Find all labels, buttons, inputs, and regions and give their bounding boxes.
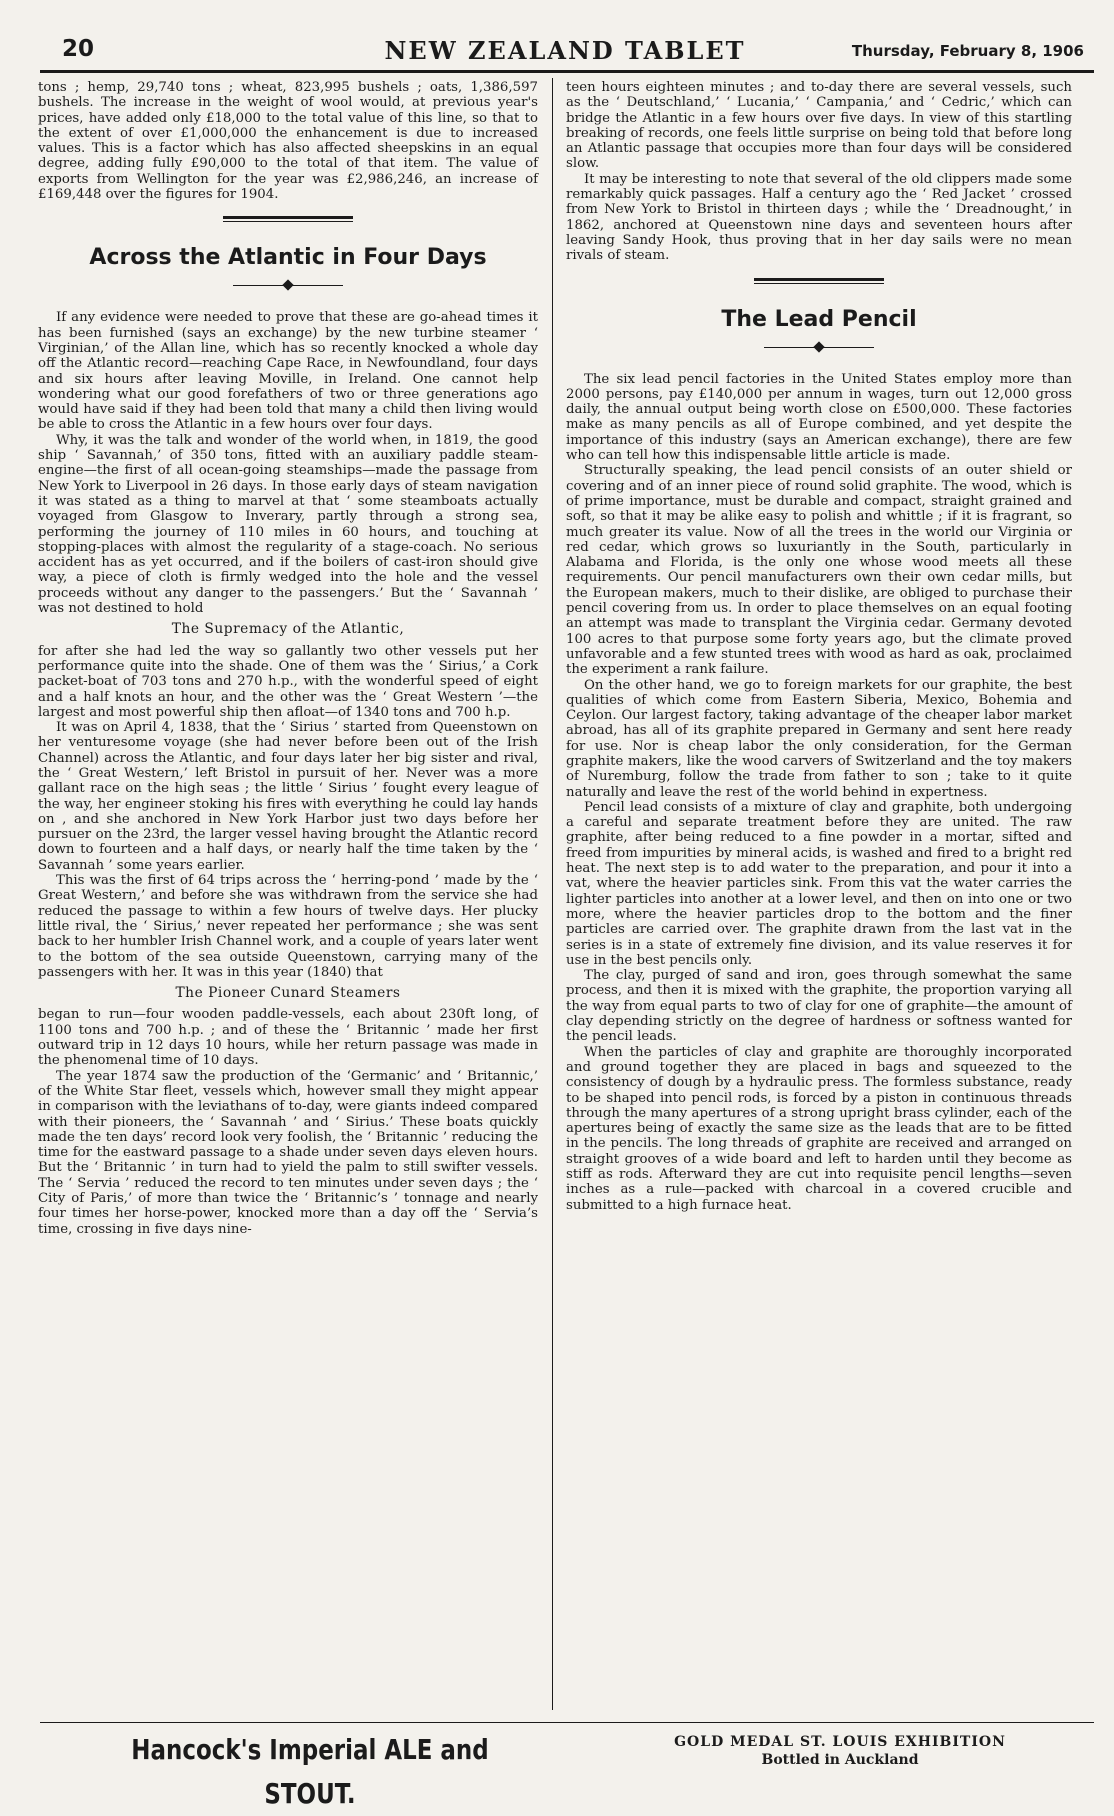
- article-paragraph: Pencil lead consists of a mixture of clay and graphite, both undergoing a careful and separate treatment before they are united. The raw graphite, after being reduced to a fine powder in a mortar, sifted and freed from impurities by mineral acids, is washed and fired to a bright red heat. The next step is to add water to the preparation, and pour it into a vat, where the heavier particles sink. From this vat the water carries the lighter particles into another at a lower level, and then on into one or two more, where the heavier particles drop to the bottom and the finer particles are carried over. The graphite drawn from the last vat in the series is in a state of extremely fine division, and its value reserves it for use in the best pencils only.: [566, 799, 1072, 968]
- section-rule: [223, 216, 353, 219]
- article-paragraph: for after she had led the way so gallantly two other vessels put her performance quite into the shade. One of them was the ‘ Sirius,’ a Cork packet-boat of 703 tons and 270 h.p., with the wonderful speed of eight and a half knots an hour, and the other was the ‘ Great Western ’—the largest and most powerful ship then afloat—of 1340 tons and 700 h.p.: [38, 643, 538, 720]
- article-paragraph: The year 1874 saw the production of the ‘Germanic’ and ‘ Britannic,’ of the White Star fleet, vessels which, however small they might appear in comparison with the leviathans of to-day, were giants indeed compared with their pioneers, the ‘ Savannah ’ and ‘ Sirius.’ These boats quickly made the ten days’ record look very foolish, the ‘ Britannic ’ reducing the time for the eastward passage to a shade under seven days eleven hours. But the ‘ Britannic ’ in turn had to yield the palm to still swifter vessels. The ‘ Servia ’ reduced the record to ten minutes under seven days ; the ‘ City of Paris,’ of more than twice the ‘ Britannic’s ’ tonnage and nearly four times her horse-power, knocked more than a day off the ‘ Servia’s time, crossing in five days nine-: [38, 1068, 538, 1237]
- section-rule-thin: [754, 283, 884, 284]
- subheading-cunard: The Pioneer Cunard Steamers: [175, 985, 401, 1002]
- right-column: [566, 80, 1072, 1213]
- article-paragraph: teen hours eighteen minutes ; and to-day there are several vessels, such as the ‘ Deutschland,’ ‘ Lucania,’ ‘ Campania,’ and ‘ Cedric,’ which can bridge the Atlantic in a few hours over five days. In view of this startling breaking of records, one feels little surprise on being told that before long an Atlantic passage that occupies more than four days will be considered slow.: [566, 80, 1072, 172]
- footer-rule: [40, 1722, 1094, 1723]
- masthead-rule: [40, 70, 1094, 73]
- article-paragraph: This was the first of 64 trips across the ‘ herring-pond ’ made by the ‘ Great Western,’ and before she was withdrawn from the service she had reduced the passage to within a few hours of twelve days. Her plucky little rival, the ‘ Sirius,’ never repeated her performance ; she was sent back to her humbler Irish Channel work, and a couple of years later went to the bottom of the sea outside Queenstown, carrying many of the passengers with her. It was in this year (1840) that: [38, 873, 538, 980]
- article-paragraph: On the other hand, we go to foreign markets for our graphite, the best qualities of which come from Eastern Siberia, Mexico, Bohemia and Ceylon. Our largest factory, taking advantage of the cheaper labor market abroad, has all of its graphite prepared in Germany and sent here ready for use. Nor is cheap labor the only consideration, for the German graphite makers, like the wood carvers of Switzerland and the toy makers of Nuremburg, follow the trade from father to son ; take to it quite naturally and leave the rest of the world behind in expertness.: [566, 677, 1072, 800]
- article-paragraph: If any evidence were needed to prove that these are go-ahead times it has been furnished (says an exchange) by the new turbine steamer ‘ Virginian,’ of the Allan line, which has so recently knocked a whole day off the Atlantic record—reaching Cape Race, in Newfoundland, four days and six hours after leaving Moville, in Ireland. One cannot help wondering what our good forefathers of two or three generations ago would have said if they had been told that many a child then living would be able to cross the Atlantic in a few hours over four days.: [38, 310, 538, 433]
- article-paragraph: The clay, purged of sand and iron, goes through somewhat the same process, and then it is mixed with the graphite, the proportion varying all the way from equal parts to two of clay for one of graphite—the amount of clay depending strictly on the degree of hardness or softness wanted for the pencil leads.: [566, 968, 1072, 1045]
- ornament-divider: [764, 342, 874, 352]
- masthead: [40, 34, 1090, 66]
- column-divider: [552, 78, 553, 1710]
- advertisement-hancocks: Hancock's Imperial ALE and STOUT.: [131, 1733, 489, 1810]
- left-column: [38, 80, 538, 1237]
- article-paragraph: When the particles of clay and graphite are thoroughly incorporated and ground together they are placed in bags and squeezed to the consistency of dough by a hydraulic press. The formless substance, ready to be shaped into pencil rods, is forced by a piston in continuous threads through the many apertures of a strong upright brass cylinder, each of the apertures being of exactly the same size as the leads that are to be fitted in the pencils. The long threads of graphite are received and arranged on straight grooves of a wide board and left to harden until they become as stiff as rods. Afterward they are cut into requisite pencil lengths—seven inches as a rule—packed with charcoal in a covered crucible and submitted to a high furnace heat.: [566, 1044, 1072, 1213]
- article-paragraph: It may be interesting to note that several of the old clippers made some remarkably quick passages. Half a century ago the ‘ Red Jacket ’ crossed from New York to Bristol in thirteen days ; while the ‘ Dreadnought,’ in 1862, anchored at Queenstown nine days and seventeen hours after leaving Sandy Hook, thus proving that in her day sails were no mean rivals of steam.: [566, 171, 1072, 264]
- ad-line-exhibition: GOLD MEDAL ST. LOUIS EXHIBITION: [674, 1734, 1006, 1750]
- article-paragraph: Why, it was the talk and wonder of the world when, in 1819, the good ship ‘ Savannah,’ of 350 tons, fitted with an auxiliary paddle steam-engine—the first of all ocean-going steamships—made the passage from New York to Liverpool in 26 days. In those early days of steam navigation it was stated as a thing to marvel at that ‘ some steamboats actually voyaged from Glasgow to Inverary, partly through a strong sea, performing the journey of 110 miles in 60 hours, and touching at stopping-places with almost the regularity of a stage-coach. No serious accident has as yet occurred, and if the boilers of cast-iron should give way, a piece of cloth is firmly wedged into the hole and the vessel proceeds without any danger to the passengers.’ But the ‘ Savannah ’ was not destined to hold: [38, 432, 538, 617]
- article-paragraph: It was on April 4, 1838, that the ‘ Sirius ’ started from Queenstown on her venturesome voyage (she had never before been out of the Irish Channel) across the Atlantic, and four days later her big sister and rival, the ‘ Great Western,’ left Bristol in pursuit of her. Never was a more gallant race on the high seas ; the little ‘ Sirius ’ fought every league of the way, her engineer stoking his fires with everything he could lay hands on , and she anchored in New York Harbor just two days before her pursuer on the 23rd, the larger vessel having brought the Atlantic record down to fourteen and a half days, or nearly half the time taken by the ‘ Savannah ’ some years earlier.: [38, 720, 538, 873]
- subheading-supremacy: The Supremacy of the Atlantic,: [171, 621, 405, 638]
- ad-line-bottled: Bottled in Auckland: [761, 1752, 919, 1768]
- article-heading-pencil: The Lead Pencil: [721, 306, 917, 332]
- section-rule: [754, 278, 884, 281]
- article-paragraph: The six lead pencil factories in the United States employ more than 2000 persons, pay £140,000 per annum in wages, turn out 12,000 gross daily, the annual output being worth close on £500,000. These factories make as many pencils as all of Europe combined, and yet despite the importance of this industry (says an American exchange), there are few who can tell how this indispensable little article is made.: [566, 371, 1072, 464]
- article-paragraph: tons ; hemp, 29,740 tons ; wheat, 823,995 bushels ; oats, 1,386,597 bushels. The increase in the weight of wool would, at previous year's prices, have added only £18,000 to the total value of this line, so that to the extent of over £1,000,000 the enhancement is due to increased values. This is a factor which has also affected sheepskins in an equal degree, adding fully £90,000 to the total of that item. The value of exports from Wellington for the year was £2,986,246, an increase of £169,448 over the figures for 1904.: [38, 80, 538, 203]
- publication-title: NEW ZEALAND TABLET: [384, 36, 746, 65]
- page-number: 20: [62, 36, 95, 62]
- issue-date: Thursday, February 8, 1906: [851, 42, 1084, 60]
- section-rule-thin: [223, 221, 353, 222]
- advertisement-gold-medal: [620, 1734, 1060, 1768]
- article-paragraph: began to run—four wooden paddle-vessels, each about 230ft long, of 1100 tons and 700 h.p. ; and of these the ‘ Britannic ’ made her first outward trip in 12 days 10 hours, while her return passage was made in the phenomenal time of 10 days.: [38, 1007, 538, 1069]
- article-paragraph: Structurally speaking, the lead pencil consists of an outer shield or covering and of an inner piece of round solid graphite. The wood, which is of prime importance, must be durable and compact, straight grained and soft, so that it may be alike easy to polish and whittle ; if it is fragrant, so much greater its value. Now of all the trees in the world our Virginia or red cedar, which grows so luxuriantly in the South, particularly in Alabama and Florida, is the only one whose wood meets all these requirements. Our pencil manufacturers own their own cedar mills, but the European makers, much to their dislike, are obliged to purchase their pencil covering from us. In order to place themselves on an equal footing an attempt was made to transplant the Virginia cedar. Germany devoted 100 acres to that purpose some forty years ago, but the climate proved unfavorable and a few stunted trees with wood as hard as oak, proclaimed the experiment a rank failure.: [566, 463, 1072, 678]
- ornament-divider: [233, 280, 343, 290]
- article-heading-atlantic: Across the Atlantic in Four Days: [89, 245, 487, 271]
